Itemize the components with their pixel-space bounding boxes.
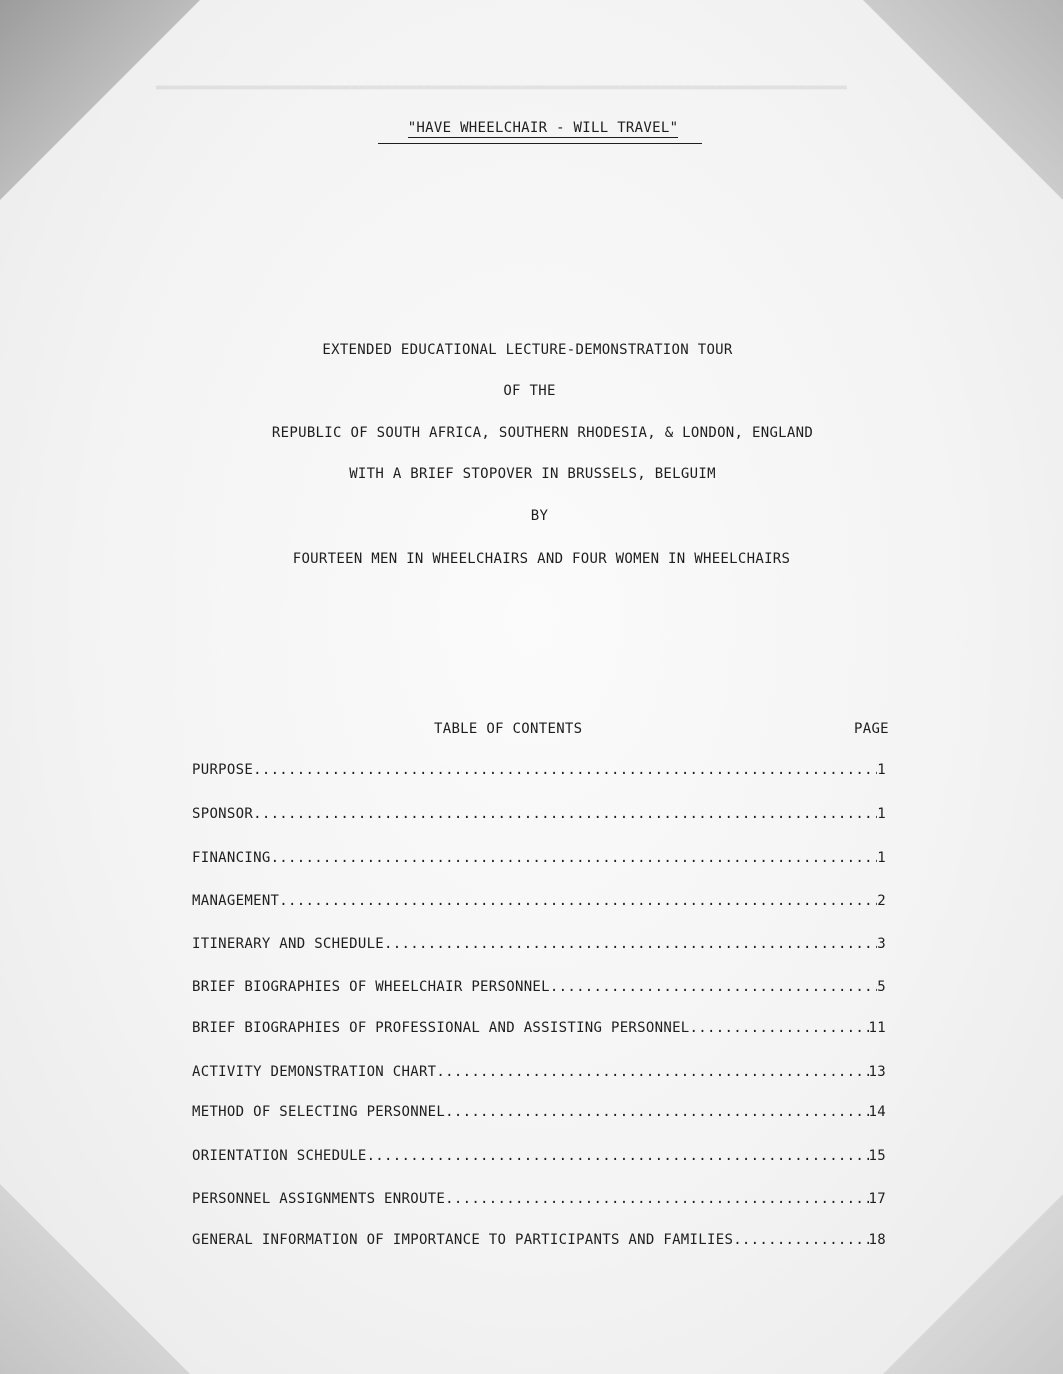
photo-corner-bottom-left — [0, 1184, 190, 1374]
toc-entry-sponsor — [192, 806, 886, 824]
toc-entry-page: 13 — [868, 1064, 886, 1080]
toc-entry-label: FINANCING — [192, 850, 271, 866]
toc-entry-label: ACTIVITY DEMONSTRATION CHART — [192, 1064, 437, 1080]
subtitle-line-2: OF THE — [503, 383, 556, 399]
bleed-through-text: ▬▬▬▬▬▬▬▬▬▬▬▬▬▬▬▬▬▬▬▬▬▬▬▬▬▬▬▬▬▬▬▬▬▬▬▬▬▬▬▬▬▬▬▬▬▬▬▬▬▬▬▬▬▬▬▬▬▬▬▬▬▬▬▬▬▬▬▬▬▬▬▬▬▬▬▬▬▬▬▬▬▬▬▬▬ — [156, 79, 847, 95]
toc-entry-itinerary — [192, 936, 886, 954]
toc-entry-page: 15 — [868, 1148, 886, 1164]
toc-entry-wheelchair-bios — [192, 979, 886, 997]
toc-leader-dots — [253, 762, 877, 778]
subtitle-line-1: EXTENDED EDUCATIONAL LECTURE-DEMONSTRATION TOUR — [322, 342, 733, 358]
toc-entry-page: 1 — [877, 850, 886, 866]
title-underline — [378, 143, 702, 144]
toc-leader-dots — [445, 1104, 868, 1120]
toc-leader-dots — [550, 979, 877, 995]
toc-leader-dots — [733, 1232, 868, 1248]
toc-leader-dots — [271, 850, 878, 866]
toc-leader-dots — [279, 893, 877, 909]
photo-corner-bottom-right — [883, 1194, 1063, 1374]
toc-entry-label: METHOD OF SELECTING PERSONNEL — [192, 1104, 446, 1120]
toc-entry-label: ITINERARY AND SCHEDULE — [192, 936, 385, 952]
toc-entry-label: PERSONNEL ASSIGNMENTS ENROUTE — [192, 1191, 446, 1207]
toc-entry-page: 2 — [877, 893, 886, 909]
toc-entry-page: 18 — [868, 1232, 886, 1248]
toc-entry-management — [192, 893, 886, 911]
toc-entry-label: PURPOSE — [192, 762, 254, 778]
toc-entry-selecting-personnel — [192, 1104, 886, 1122]
toc-entry-label: SPONSOR — [192, 806, 254, 822]
toc-entry-label: GENERAL INFORMATION OF IMPORTANCE TO PARTICIPANTS AND FAMILIES — [192, 1232, 734, 1248]
toc-leader-dots — [253, 806, 877, 822]
toc-leader-dots — [384, 936, 877, 952]
toc-entry-general-info — [192, 1232, 886, 1250]
document-title: "HAVE WHEELCHAIR - WILL TRAVEL" — [407, 120, 679, 136]
toc-heading: TABLE OF CONTENTS — [434, 721, 583, 737]
toc-entry-assignments — [192, 1191, 886, 1209]
toc-leader-dots — [436, 1064, 868, 1080]
toc-entry-activity-chart — [192, 1064, 886, 1082]
toc-entry-page: 1 — [877, 806, 886, 822]
toc-entry-page: 5 — [877, 979, 886, 995]
toc-entry-label: MANAGEMENT — [192, 893, 280, 909]
toc-entry-label: BRIEF BIOGRAPHIES OF PROFESSIONAL AND ASSISTING PERSONNEL — [192, 1020, 690, 1036]
toc-entry-label: ORIENTATION SCHEDULE — [192, 1148, 367, 1164]
toc-entry-label: BRIEF BIOGRAPHIES OF WHEELCHAIR PERSONNEL — [192, 979, 550, 995]
subtitle-line-3: REPUBLIC OF SOUTH AFRICA, SOUTHERN RHODESIA, & LONDON, ENGLAND — [271, 425, 814, 441]
toc-entry-purpose — [192, 762, 886, 780]
toc-entry-page: 14 — [868, 1104, 886, 1120]
toc-entry-financing — [192, 850, 886, 868]
toc-entry-page: 11 — [868, 1020, 886, 1036]
toc-entry-orientation — [192, 1148, 886, 1166]
toc-leader-dots — [445, 1191, 868, 1207]
toc-entry-page: 1 — [877, 762, 886, 778]
subtitle-line-4: WITH A BRIEF STOPOVER IN BRUSSELS, BELGUIM — [349, 466, 716, 482]
toc-entry-professional-bios — [192, 1020, 886, 1038]
toc-entry-page: 17 — [868, 1191, 886, 1207]
toc-page-heading: PAGE — [854, 721, 889, 737]
subtitle-line-5: BY — [530, 508, 549, 524]
toc-entry-page: 3 — [877, 936, 886, 952]
subtitle-line-6: FOURTEEN MEN IN WHEELCHAIRS AND FOUR WOMEN IN WHEELCHAIRS — [292, 551, 791, 567]
toc-leader-dots — [690, 1020, 869, 1036]
toc-leader-dots — [367, 1148, 869, 1164]
